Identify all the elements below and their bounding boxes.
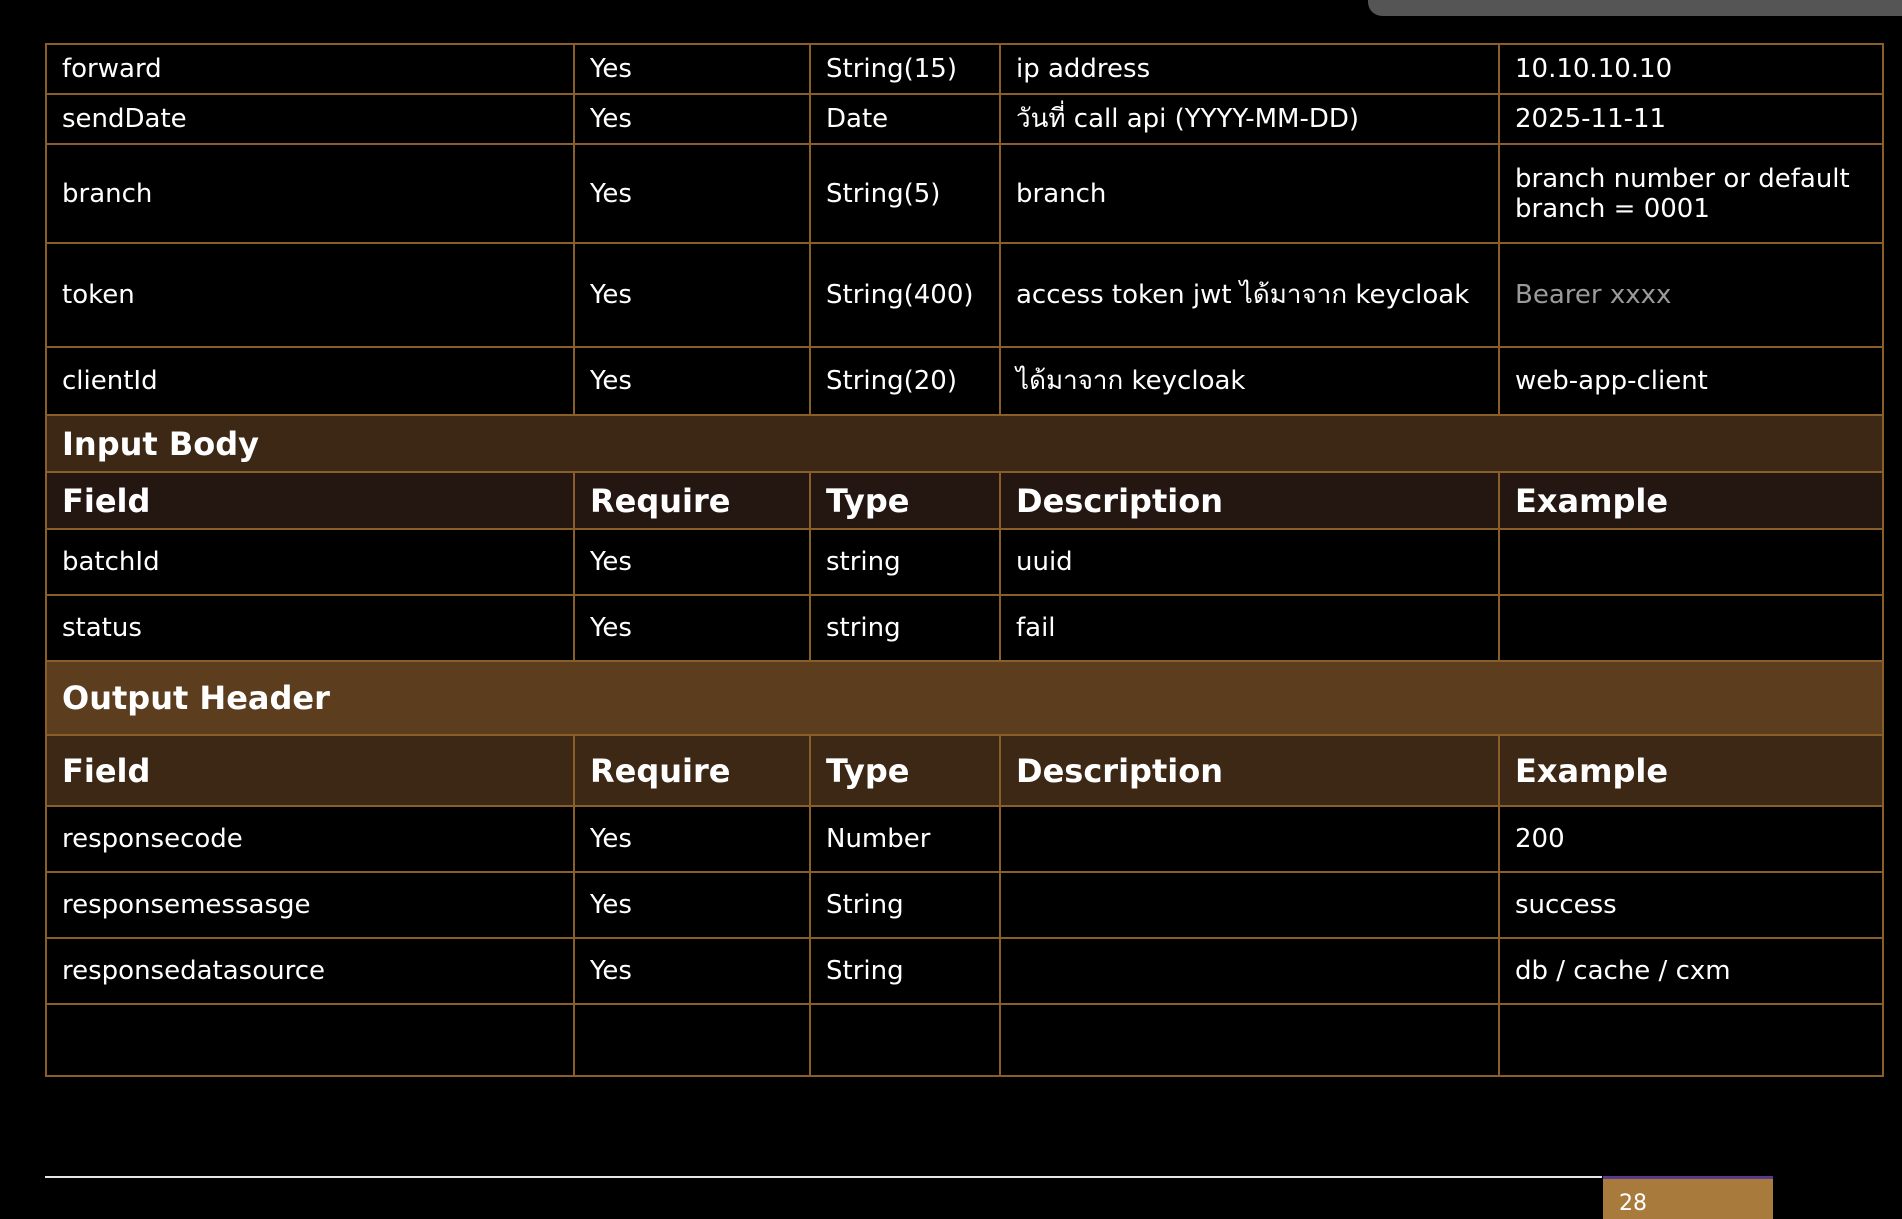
empty-cell xyxy=(810,1004,1000,1076)
require-cell: Yes xyxy=(574,347,810,415)
example-cell: branch number or default branch = 0001 xyxy=(1499,144,1883,243)
require-cell: Yes xyxy=(574,872,810,938)
example-cell xyxy=(1499,529,1883,595)
column-header-type: Type xyxy=(810,472,1000,529)
example-cell: web-app-client xyxy=(1499,347,1883,415)
type-cell: String xyxy=(810,872,1000,938)
table-row xyxy=(46,872,1883,938)
description-cell: fail xyxy=(1000,595,1499,661)
footer-divider xyxy=(45,1176,1602,1178)
description-cell: access token jwt ได้มาจาก keycloak xyxy=(1000,243,1499,347)
scrollbar-thumb[interactable] xyxy=(1368,0,1902,16)
field-cell: responsecode xyxy=(46,806,574,872)
page-number-badge xyxy=(1603,1176,1773,1219)
type-cell: Number xyxy=(810,806,1000,872)
require-cell: Yes xyxy=(574,94,810,144)
type-cell: String(20) xyxy=(810,347,1000,415)
description-cell: uuid xyxy=(1000,529,1499,595)
section-row-output-header xyxy=(46,661,1883,735)
empty-cell xyxy=(1499,1004,1883,1076)
require-cell: Yes xyxy=(574,144,810,243)
table-row xyxy=(46,243,1883,347)
table-row xyxy=(46,938,1883,1004)
require-cell: Yes xyxy=(574,44,810,94)
section-row-input-body xyxy=(46,415,1883,472)
description-cell: วันที่ call api (YYYY-MM-DD) xyxy=(1000,94,1499,144)
column-header-description: Description xyxy=(1000,735,1499,806)
column-header-row xyxy=(46,472,1883,529)
field-cell: responsedatasource xyxy=(46,938,574,1004)
empty-cell xyxy=(46,1004,574,1076)
type-cell: String(400) xyxy=(810,243,1000,347)
field-cell: branch xyxy=(46,144,574,243)
table-row xyxy=(46,44,1883,94)
column-header-require: Require xyxy=(574,472,810,529)
description-cell: ip address xyxy=(1000,44,1499,94)
require-cell: Yes xyxy=(574,243,810,347)
empty-cell xyxy=(1000,1004,1499,1076)
page-number: 28 xyxy=(1619,1191,1647,1216)
type-cell: Date xyxy=(810,94,1000,144)
type-cell: String xyxy=(810,938,1000,1004)
column-header-description: Description xyxy=(1000,472,1499,529)
table-row xyxy=(46,595,1883,661)
field-cell: clientId xyxy=(46,347,574,415)
description-cell xyxy=(1000,872,1499,938)
description-cell: branch xyxy=(1000,144,1499,243)
example-cell: Bearer xxxx xyxy=(1499,243,1883,347)
type-cell: String(5) xyxy=(810,144,1000,243)
example-cell: 10.10.10.10 xyxy=(1499,44,1883,94)
example-cell: success xyxy=(1499,872,1883,938)
column-header-type: Type xyxy=(810,735,1000,806)
column-header-field: Field xyxy=(46,735,574,806)
description-cell: ได้มาจาก keycloak xyxy=(1000,347,1499,415)
column-header-example: Example xyxy=(1499,472,1883,529)
field-cell: sendDate xyxy=(46,94,574,144)
example-cell: 2025-11-11 xyxy=(1499,94,1883,144)
example-cell xyxy=(1499,595,1883,661)
column-header-example: Example xyxy=(1499,735,1883,806)
type-cell: String(15) xyxy=(810,44,1000,94)
section-title: Output Header xyxy=(46,661,1883,735)
field-cell: batchId xyxy=(46,529,574,595)
description-cell xyxy=(1000,938,1499,1004)
require-cell: Yes xyxy=(574,938,810,1004)
type-cell: string xyxy=(810,595,1000,661)
description-cell xyxy=(1000,806,1499,872)
section-title: Input Body xyxy=(46,415,1883,472)
type-cell: string xyxy=(810,529,1000,595)
field-cell: status xyxy=(46,595,574,661)
require-cell: Yes xyxy=(574,595,810,661)
column-header-require: Require xyxy=(574,735,810,806)
require-cell: Yes xyxy=(574,806,810,872)
example-cell: db / cache / cxm xyxy=(1499,938,1883,1004)
field-cell: responsemessasge xyxy=(46,872,574,938)
table-row xyxy=(46,529,1883,595)
column-header-field: Field xyxy=(46,472,574,529)
table-row xyxy=(46,806,1883,872)
api-spec-table xyxy=(45,43,1884,1077)
empty-cell xyxy=(574,1004,810,1076)
require-cell: Yes xyxy=(574,529,810,595)
field-cell: token xyxy=(46,243,574,347)
field-cell: forward xyxy=(46,44,574,94)
example-cell: 200 xyxy=(1499,806,1883,872)
empty-row xyxy=(46,1004,1883,1076)
column-header-row xyxy=(46,735,1883,806)
table-row xyxy=(46,144,1883,243)
table-row xyxy=(46,347,1883,415)
table-row xyxy=(46,94,1883,144)
